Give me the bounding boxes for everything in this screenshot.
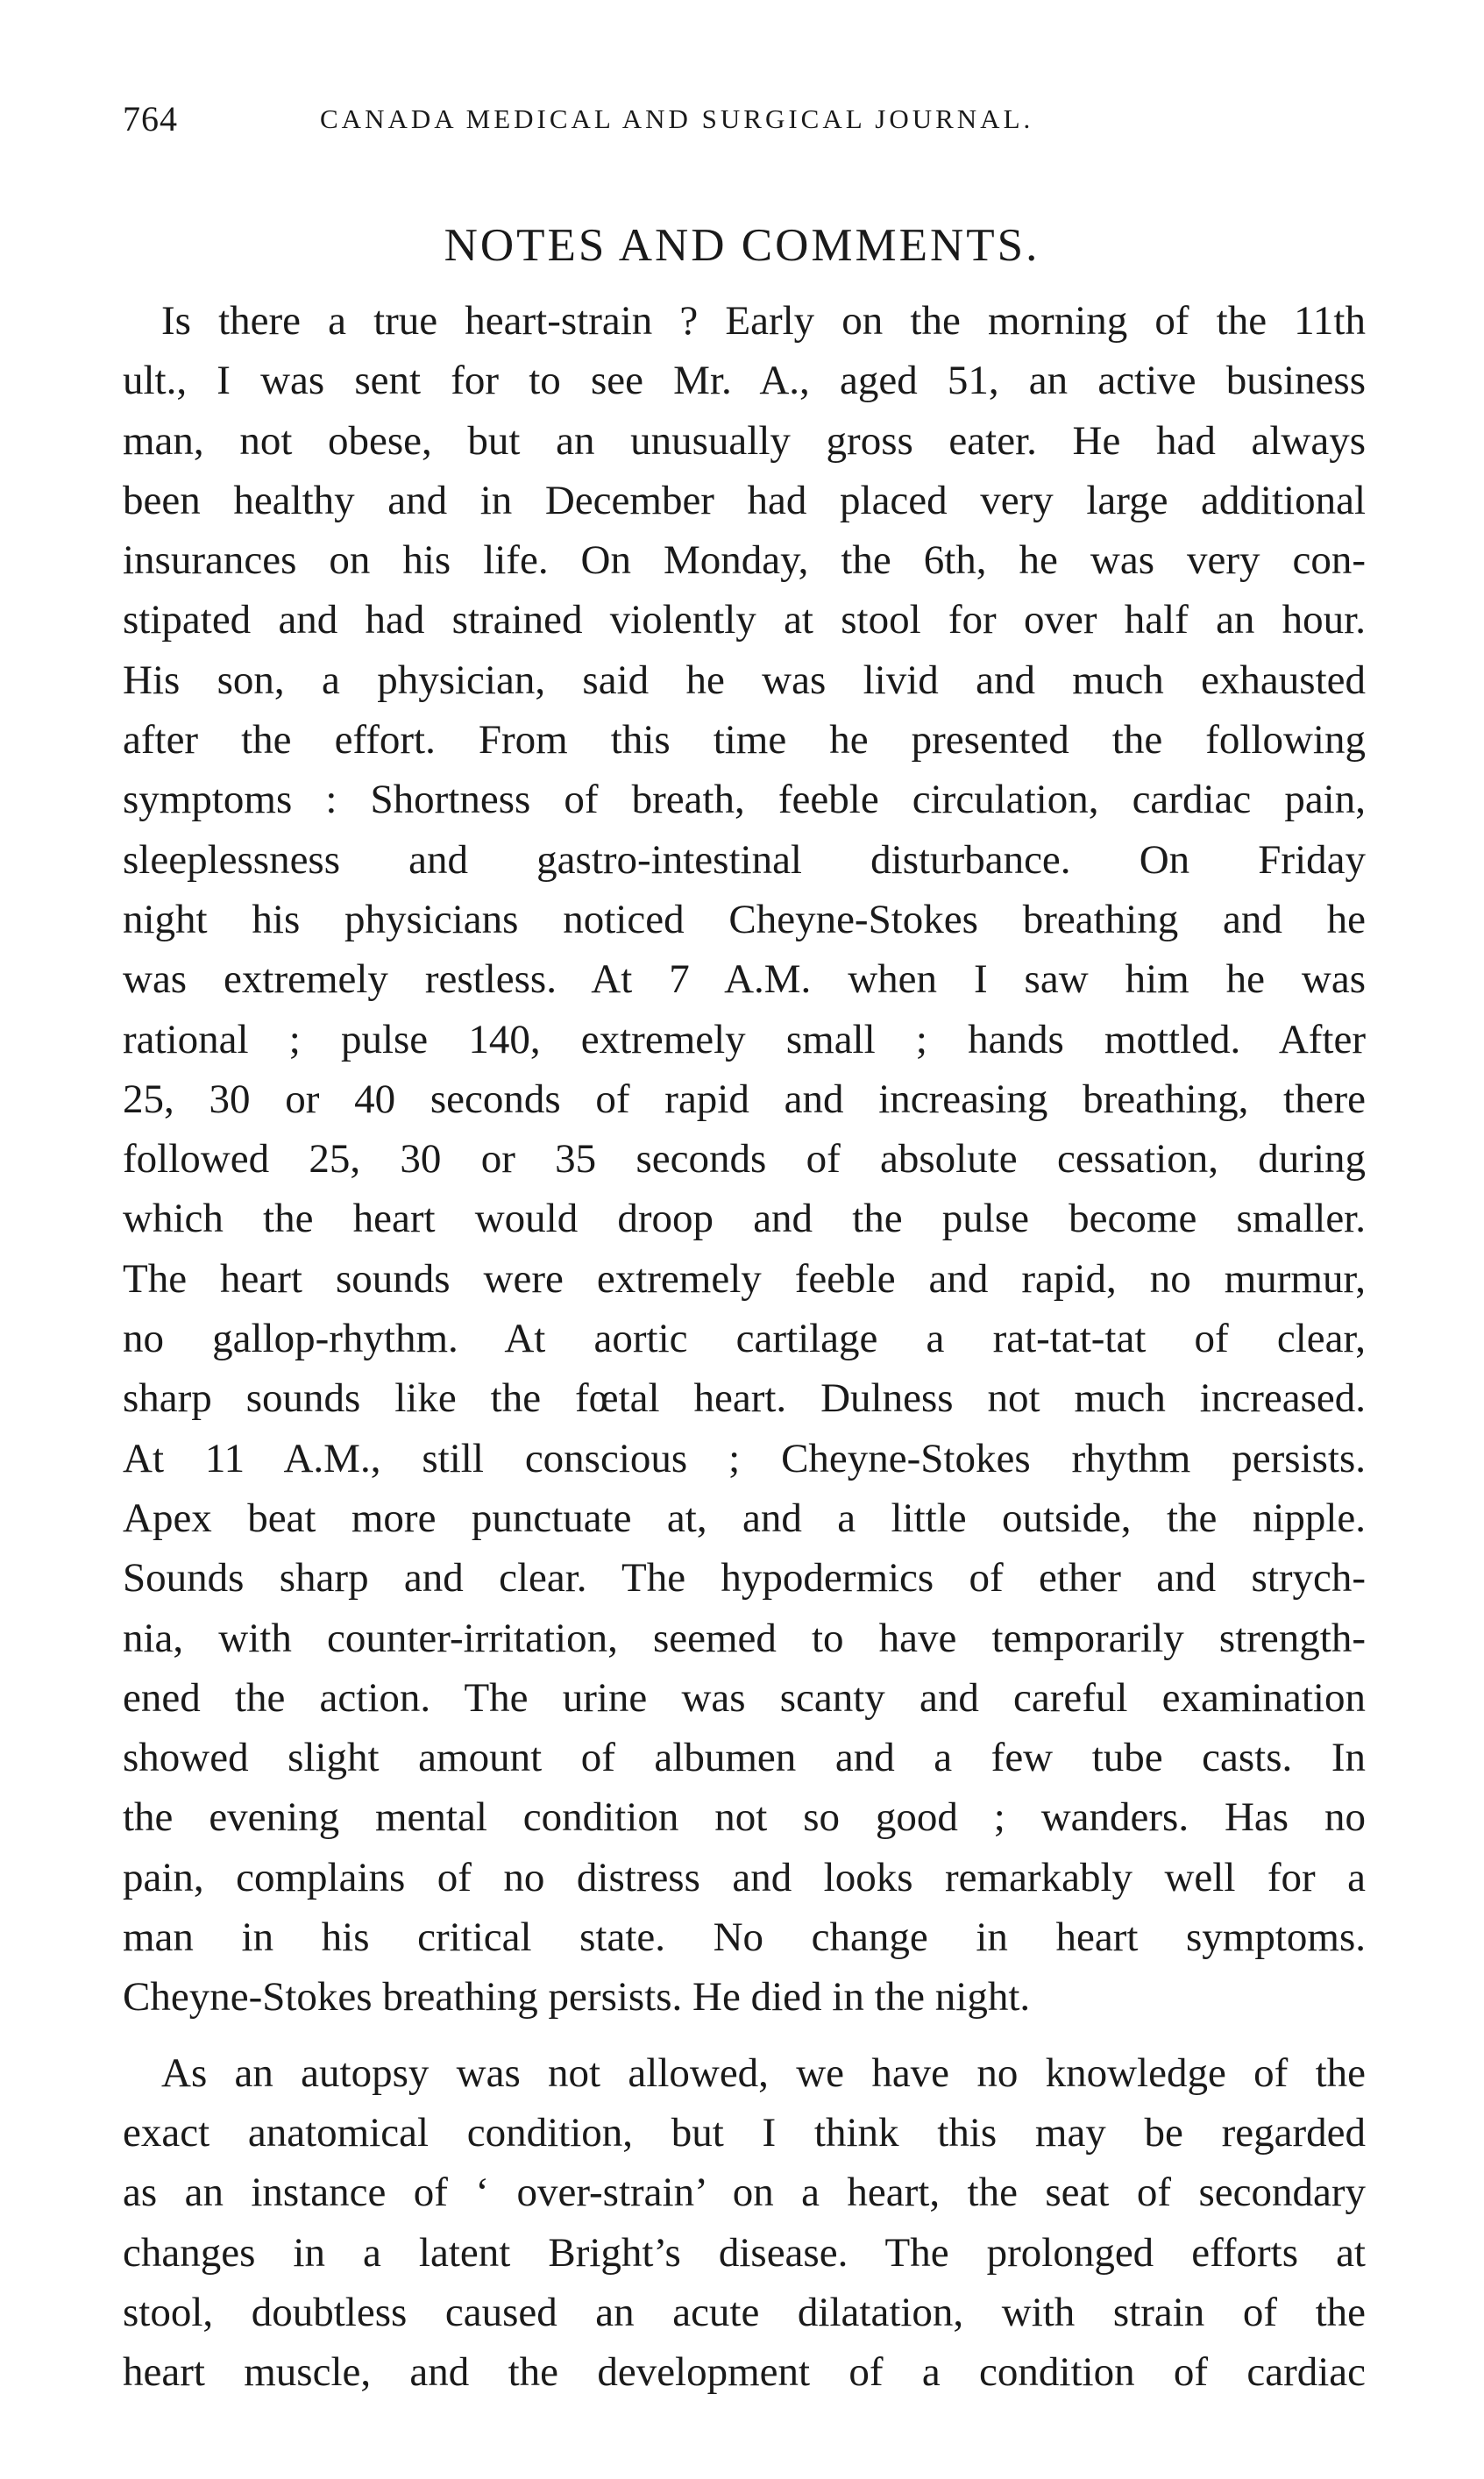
text-line: stool, doubtless caused an acute dilatation, with strain of the [123, 2289, 1366, 2335]
text-line: The heart sounds were extremely feeble and rapid, no murmur, [123, 1255, 1366, 1302]
text-line: showed slight amount of albumen and a few tube casts. In [123, 1735, 1366, 1781]
text-line: Is there a true heart-strain ? Early on the morning of the 11th [161, 298, 1366, 344]
text-line: Cheyne-Stokes breathing persists. He died in the night. [123, 1974, 1031, 2021]
page-number: 764 [123, 99, 178, 139]
section-heading: NOTES AND COMMENTS. [444, 220, 1040, 271]
paragraph-1 [123, 291, 1366, 2028]
text-line: sleeplessness and gastro-intestinal disturbance. On Friday [123, 836, 1366, 883]
text-line: after the effort. From this time he presented the following [123, 717, 1366, 764]
text-line: symptoms : Shortness of breath, feeble circulation, cardiac pain, [123, 777, 1366, 823]
running-head [123, 98, 1367, 151]
text-line: followed 25, 30 or 35 seconds of absolute cessation, during [123, 1136, 1366, 1183]
text-line: the evening mental condition not so good ; wanders. Has no [123, 1794, 1366, 1841]
text-line: sharp sounds like the fœtal heart. Dulness not much increased. [123, 1375, 1366, 1422]
text-line: exact anatomical condition, but I think this may be regarded [123, 2109, 1366, 2156]
text-line: as an instance of ‘ over-strain’ on a heart, the seat of secondary [123, 2170, 1366, 2216]
text-line: was extremely restless. At 7 A.M. when I saw him he was [123, 956, 1366, 1003]
text-line: changes in a latent Bright’s disease. The prolonged efforts at [123, 2229, 1366, 2276]
text-line: Apex beat more punctuate at, and a little outside, the nipple. [123, 1495, 1366, 1541]
text-line: pain, complains of no distress and looks remarkably well for a [123, 1854, 1366, 1900]
text-line: man, not obese, but an unusually gross eater. He had always [123, 417, 1366, 464]
text-line: nia, with counter-irritation, seemed to have temporarily strength- [123, 1615, 1366, 1661]
text-line: Sounds sharp and clear. The hypodermics of ether and strych- [123, 1555, 1366, 1602]
text-line: ened the action. The urine was scanty and careful examination [123, 1674, 1366, 1721]
text-line: night his physicians noticed Cheyne-Stokes breathing and he [123, 896, 1366, 942]
text-line: rational ; pulse 140, extremely small ; hands mottled. After [123, 1016, 1366, 1062]
text-line: 25, 30 or 40 seconds of rapid and increasing breathing, there [123, 1076, 1366, 1122]
text-line: heart muscle, and the development of a condition of cardiac [123, 2349, 1366, 2396]
article-body [123, 291, 1366, 2402]
text-line: been healthy and in December had placed very large additional [123, 477, 1366, 523]
journal-title: CANADA MEDICAL AND SURGICAL JOURNAL. [320, 103, 1034, 134]
text-line: stipated and had strained violently at stool for over half an hour. [123, 597, 1366, 643]
text-line: which the heart would droop and the pulse become smaller. [123, 1196, 1366, 1242]
text-line: At 11 A.M., still conscious ; Cheyne-Stokes rhythm persists. [123, 1435, 1366, 1481]
text-line: insurances on his life. On Monday, the 6th, he was very con- [123, 537, 1366, 584]
text-line: no gallop-rhythm. At aortic cartilage a rat-tat-tat of clear, [123, 1316, 1366, 1362]
text-line: ult., I was sent for to see Mr. A., aged 51, an active business [123, 358, 1366, 404]
text-line: As an autopsy was not allowed, we have no knowledge of the [161, 2049, 1366, 2096]
paragraph-2 [123, 2043, 1366, 2403]
text-line: man in his critical state. No change in heart symptoms. [123, 1914, 1366, 1961]
text-line: His son, a physician, said he was livid and much exhausted [123, 657, 1366, 703]
